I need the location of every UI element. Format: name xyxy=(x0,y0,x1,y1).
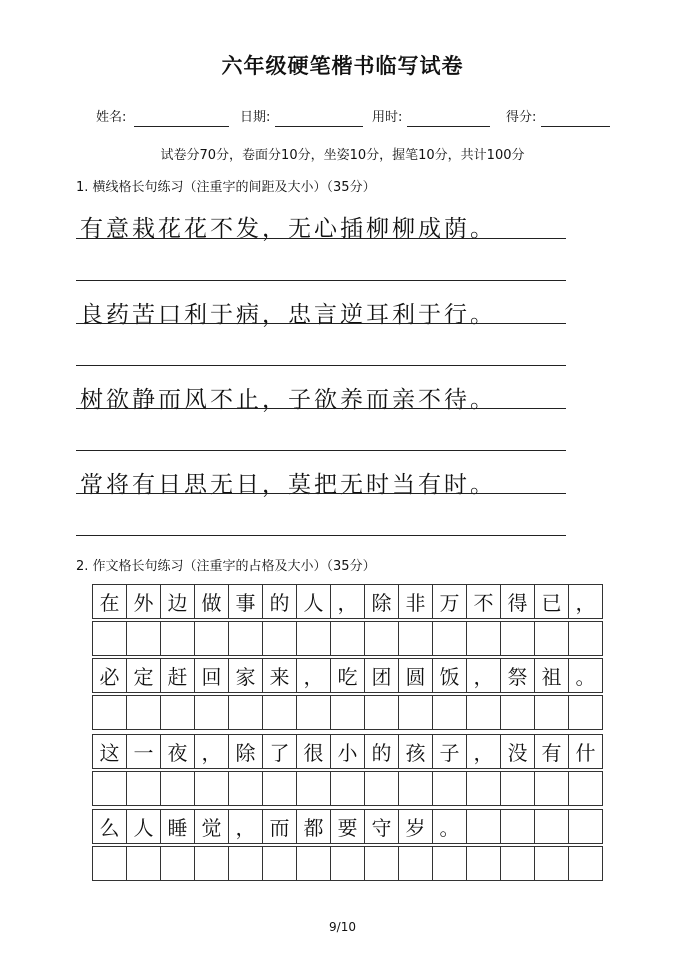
grid-cell[interactable] xyxy=(330,846,365,881)
grid-cell[interactable] xyxy=(92,621,127,656)
grid-cell[interactable]: 这 xyxy=(92,734,127,769)
grid-cell[interactable] xyxy=(160,695,195,730)
grid-cell[interactable] xyxy=(296,621,331,656)
grid-cell[interactable] xyxy=(500,809,535,844)
grid-cell[interactable] xyxy=(92,846,127,881)
grid-cell[interactable] xyxy=(568,771,603,806)
score-field[interactable] xyxy=(541,126,610,127)
grid-cell[interactable]: 定 xyxy=(126,658,161,693)
writing-line xyxy=(76,238,566,239)
grid-cell[interactable]: 什 xyxy=(568,734,603,769)
grid-cell[interactable]: 守 xyxy=(364,809,399,844)
grid-cell[interactable] xyxy=(568,621,603,656)
grid-cell[interactable]: 有 xyxy=(534,734,569,769)
time-label: 用时: xyxy=(372,110,403,125)
grid-cell[interactable] xyxy=(228,846,263,881)
grid-cell[interactable] xyxy=(364,695,399,730)
grid-cell[interactable]: ， xyxy=(466,658,501,693)
practice-sentence: 良药苦口利于病，忠言逆耳利于行。 xyxy=(80,302,496,328)
grid-row xyxy=(92,771,603,806)
practice-sentence: 有意栽花花不发，无心插柳柳成荫。 xyxy=(80,216,496,242)
grid-cell[interactable] xyxy=(398,695,433,730)
grid-cell[interactable]: 没 xyxy=(500,734,535,769)
grid-cell[interactable] xyxy=(126,621,161,656)
grid-cell[interactable] xyxy=(126,771,161,806)
section1-heading: 1. 横线格长句练习（注重字的间距及大小）（35分） xyxy=(76,180,376,195)
grid-cell[interactable]: 一 xyxy=(126,734,161,769)
grid-cell[interactable]: 得 xyxy=(500,584,535,619)
grid-row xyxy=(92,846,603,881)
grid-cell[interactable]: 么 xyxy=(92,809,127,844)
grid-cell[interactable]: 饭 xyxy=(432,658,467,693)
score-breakdown: 试卷分70分，卷面分10分，坐姿10分，握笔10分，共计100分 xyxy=(160,148,525,163)
page-title: 六年级硬笔楷书临写试卷 xyxy=(221,54,464,78)
grid-cell[interactable] xyxy=(330,771,365,806)
grid-cell[interactable] xyxy=(500,771,535,806)
grid-cell[interactable]: 赶 xyxy=(160,658,195,693)
grid-cell[interactable] xyxy=(92,771,127,806)
grid-row xyxy=(92,584,603,619)
grid-cell[interactable]: 来 xyxy=(262,658,297,693)
name-field[interactable] xyxy=(134,126,229,127)
section2-heading: 2. 作文格长句练习（注重字的占格及大小）（35分） xyxy=(76,559,376,574)
grid-cell[interactable]: 很 xyxy=(296,734,331,769)
grid-cell[interactable] xyxy=(194,621,229,656)
writing-line xyxy=(76,280,566,281)
grid-cell[interactable]: 吃 xyxy=(330,658,365,693)
grid-cell[interactable] xyxy=(466,809,501,844)
grid-cell[interactable]: 圆 xyxy=(398,658,433,693)
grid-cell[interactable]: 祖 xyxy=(534,658,569,693)
grid-cell[interactable]: 。 xyxy=(432,809,467,844)
grid-cell[interactable] xyxy=(126,695,161,730)
grid-cell[interactable]: 外 xyxy=(126,584,161,619)
grid-cell[interactable]: 人 xyxy=(126,809,161,844)
page-number: 9/10 xyxy=(329,920,356,934)
grid-cell[interactable] xyxy=(296,771,331,806)
grid-cell[interactable] xyxy=(262,695,297,730)
grid-cell[interactable]: 在 xyxy=(92,584,127,619)
grid-cell[interactable] xyxy=(160,846,195,881)
grid-cell[interactable]: 小 xyxy=(330,734,365,769)
grid-cell[interactable]: 边 xyxy=(160,584,195,619)
date-field[interactable] xyxy=(275,126,363,127)
grid-row xyxy=(92,695,603,730)
grid-cell[interactable] xyxy=(432,771,467,806)
grid-cell[interactable]: 家 xyxy=(228,658,263,693)
grid-cell[interactable]: 除 xyxy=(228,734,263,769)
grid-cell[interactable]: 夜 xyxy=(160,734,195,769)
grid-cell[interactable]: 做 xyxy=(194,584,229,619)
grid-cell[interactable] xyxy=(534,621,569,656)
grid-cell[interactable] xyxy=(500,695,535,730)
grid-cell[interactable]: ， xyxy=(330,584,365,619)
grid-cell[interactable] xyxy=(466,621,501,656)
grid-cell[interactable] xyxy=(228,621,263,656)
grid-cell[interactable] xyxy=(160,771,195,806)
grid-cell[interactable] xyxy=(330,621,365,656)
writing-line xyxy=(76,493,566,494)
writing-line xyxy=(76,408,566,409)
grid-cell[interactable]: 团 xyxy=(364,658,399,693)
writing-line xyxy=(76,450,566,451)
grid-row xyxy=(92,658,603,693)
date-label: 日期: xyxy=(240,110,271,125)
grid-cell[interactable] xyxy=(330,695,365,730)
grid-cell[interactable]: 的 xyxy=(364,734,399,769)
writing-line xyxy=(76,323,566,324)
practice-sentence: 常将有日思无日，莫把无时当有时。 xyxy=(80,472,496,498)
grid-cell[interactable]: 事 xyxy=(228,584,263,619)
grid-cell[interactable] xyxy=(364,621,399,656)
grid-cell[interactable] xyxy=(432,846,467,881)
grid-cell[interactable] xyxy=(534,771,569,806)
grid-cell[interactable]: 孩 xyxy=(398,734,433,769)
time-field[interactable] xyxy=(407,126,490,127)
grid-row xyxy=(92,621,603,656)
grid-cell[interactable]: 了 xyxy=(262,734,297,769)
grid-cell[interactable] xyxy=(296,695,331,730)
grid-cell[interactable] xyxy=(364,771,399,806)
grid-cell[interactable]: 除 xyxy=(364,584,399,619)
grid-cell[interactable] xyxy=(568,809,603,844)
grid-cell[interactable] xyxy=(466,846,501,881)
grid-cell[interactable] xyxy=(194,771,229,806)
grid-cell[interactable] xyxy=(568,846,603,881)
name-label: 姓名: xyxy=(96,110,127,125)
grid-cell[interactable] xyxy=(398,621,433,656)
writing-line xyxy=(76,365,566,366)
grid-cell[interactable]: ， xyxy=(466,734,501,769)
grid-cell[interactable] xyxy=(500,846,535,881)
grid-cell[interactable] xyxy=(398,771,433,806)
grid-cell[interactable]: 人 xyxy=(296,584,331,619)
grid-cell[interactable] xyxy=(432,695,467,730)
grid-cell[interactable]: 的 xyxy=(262,584,297,619)
grid-cell[interactable]: 。 xyxy=(568,658,603,693)
grid-cell[interactable]: 而 xyxy=(262,809,297,844)
grid-cell[interactable] xyxy=(262,771,297,806)
grid-cell[interactable] xyxy=(534,846,569,881)
grid-cell[interactable]: ， xyxy=(568,584,603,619)
grid-cell[interactable] xyxy=(466,771,501,806)
grid-cell[interactable] xyxy=(568,695,603,730)
score-label: 得分: xyxy=(506,110,537,125)
grid-cell[interactable]: ， xyxy=(194,734,229,769)
grid-cell[interactable] xyxy=(228,771,263,806)
grid-cell[interactable] xyxy=(194,695,229,730)
grid-cell[interactable]: 睡 xyxy=(160,809,195,844)
grid-cell[interactable] xyxy=(296,846,331,881)
grid-cell[interactable]: ， xyxy=(296,658,331,693)
practice-sentence: 树欲静而风不止，子欲养而亲不待。 xyxy=(80,387,496,413)
grid-cell[interactable] xyxy=(92,695,127,730)
writing-line xyxy=(76,535,566,536)
grid-cell[interactable]: 岁 xyxy=(398,809,433,844)
grid-cell[interactable]: 子 xyxy=(432,734,467,769)
grid-cell[interactable]: 祭 xyxy=(500,658,535,693)
grid-cell[interactable]: 非 xyxy=(398,584,433,619)
grid-row xyxy=(92,734,603,769)
grid-cell[interactable] xyxy=(126,846,161,881)
grid-cell[interactable] xyxy=(364,846,399,881)
grid-cell[interactable] xyxy=(194,846,229,881)
grid-cell[interactable] xyxy=(262,846,297,881)
grid-cell[interactable]: 回 xyxy=(194,658,229,693)
grid-cell[interactable] xyxy=(432,621,467,656)
grid-cell[interactable]: 必 xyxy=(92,658,127,693)
grid-cell[interactable]: 要 xyxy=(330,809,365,844)
grid-cell[interactable] xyxy=(500,621,535,656)
grid-cell[interactable]: 都 xyxy=(296,809,331,844)
grid-cell[interactable]: 不 xyxy=(466,584,501,619)
grid-cell[interactable] xyxy=(160,621,195,656)
grid-cell[interactable] xyxy=(534,695,569,730)
grid-row xyxy=(92,809,603,844)
grid-cell[interactable]: ， xyxy=(228,809,263,844)
grid-cell[interactable]: 觉 xyxy=(194,809,229,844)
grid-cell[interactable]: 已 xyxy=(534,584,569,619)
grid-cell[interactable] xyxy=(262,621,297,656)
student-info-row xyxy=(0,106,685,130)
grid-cell[interactable] xyxy=(466,695,501,730)
grid-cell[interactable] xyxy=(398,846,433,881)
grid-cell[interactable] xyxy=(228,695,263,730)
grid-cell[interactable] xyxy=(534,809,569,844)
grid-cell[interactable]: 万 xyxy=(432,584,467,619)
